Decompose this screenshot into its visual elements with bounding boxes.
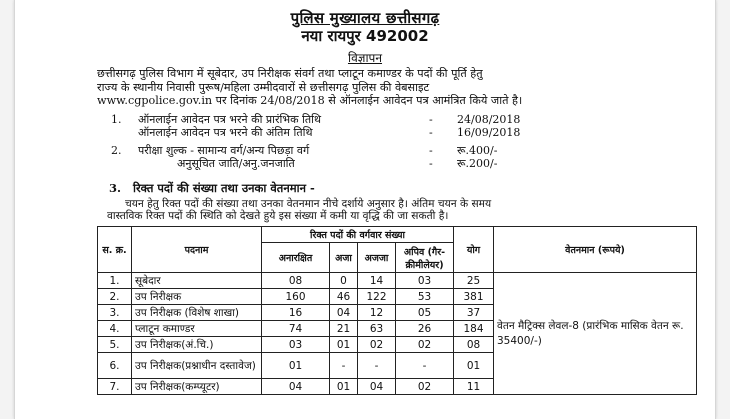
cell-sno: 5.	[98, 337, 132, 353]
header-sno: स. क्र.	[98, 227, 132, 273]
cell-post: सूबेदार	[132, 273, 262, 289]
item-value: रू.400/-	[457, 144, 498, 157]
section-heading	[109, 181, 315, 196]
item-label: परीक्षा शुल्क - सामान्य वर्ग/अन्य पिछड़ा वर्ग	[138, 144, 310, 157]
cell-sno: 2.	[98, 289, 132, 305]
item-dash: -	[429, 156, 433, 170]
cell-pay-scale: वेतन मैट्रिक्स लेवल-8 (प्रारंभिक मासिक वेतन रू. 35400/-)	[494, 273, 697, 395]
cell-sc: 21	[330, 321, 358, 337]
section-title: रिक्त पदों की संख्या तथा उनका वेतनमान -	[133, 181, 315, 195]
item-value: रू.200/-	[457, 156, 498, 170]
header-obc: अपिव (गैर- क्रीमीलेयर)	[396, 243, 454, 273]
cell-sc: 01	[330, 337, 358, 353]
cell-unreserved: 16	[262, 305, 330, 321]
cell-st: 63	[358, 321, 396, 337]
section-number: 3.	[109, 181, 122, 195]
intro-line: www.cgpolice.gov.in पर दिनांक 24/08/2018 से ऑनलाईन आवेदन पत्र आमंत्रित किये जाते है।	[97, 94, 523, 107]
cell-obc: 53	[396, 289, 454, 305]
section-line: वास्तविक रिक्त पदों की स्थिति को देखते हुये इस संख्या में कमी या वृद्धि की जा सकती है।	[107, 210, 449, 222]
cell-unreserved: 03	[262, 337, 330, 353]
header-address: नया रायपुर 492002	[301, 27, 429, 45]
cell-unreserved: 01	[262, 353, 330, 379]
item-label: ऑनलाईन आवेदन पत्र भरने की प्रारंभिक तिथि	[138, 113, 322, 126]
cell-unreserved: 74	[262, 321, 330, 337]
header-category-group: रिक्त पदों की वर्गवार संख्या	[262, 227, 454, 243]
header-post: पदनाम	[132, 227, 262, 273]
header-unreserved: अनारक्षित	[262, 243, 330, 273]
item-label: ऑनलाईन आवेदन पत्र भरने की अंतिम तिथि	[138, 125, 313, 139]
cell-obc: 05	[396, 305, 454, 321]
cell-total: 37	[454, 305, 494, 321]
cell-st: 12	[358, 305, 396, 321]
cell-st: -	[358, 353, 396, 379]
section-line: चयन हेतु रिक्त पदों की संख्या तथा उनका वेतनमान नीचे दर्शाये अनुसार है। अंतिम चयन के समय	[125, 198, 492, 210]
cell-post: उप निरीक्षक (विशेष शाखा)	[132, 305, 262, 321]
intro-line: छत्तीसगढ़ पुलिस विभाग में सूबेदार, उप निरीक्षक संवर्ग तथा प्लाटून कमाण्डर के पदों की पूर्ति हेतु	[97, 67, 483, 80]
vacancy-table	[97, 226, 697, 395]
cell-sc: 04	[330, 305, 358, 321]
item-value: 24/08/2018	[457, 113, 521, 126]
cell-post: उप निरीक्षक(कम्प्यूटर)	[132, 379, 262, 395]
cell-sno: 7.	[98, 379, 132, 395]
cell-total: 381	[454, 289, 494, 305]
cell-obc: 26	[396, 321, 454, 337]
item-dash: -	[429, 125, 433, 139]
cell-post: उप निरीक्षक(अं.चि.)	[132, 337, 262, 353]
item-label: अनुसूचित जाति/अनु.जनजाति	[177, 156, 295, 170]
cell-total: 184	[454, 321, 494, 337]
item-number: 1.	[111, 113, 122, 126]
table-header-row	[98, 227, 697, 243]
cell-sc: -	[330, 353, 358, 379]
cell-st: 14	[358, 273, 396, 289]
cell-sno: 4.	[98, 321, 132, 337]
header-office-name: पुलिस मुख्यालय छत्तीसगढ़	[290, 9, 440, 27]
item-dash: -	[429, 113, 433, 126]
intro-paragraph	[97, 67, 697, 108]
cell-obc: 02	[396, 379, 454, 395]
cell-sc: 01	[330, 379, 358, 395]
header-sc: अजा	[330, 243, 358, 273]
cell-sc: 46	[330, 289, 358, 305]
cell-obc: 03	[396, 273, 454, 289]
section-paragraph	[107, 198, 685, 222]
intro-line: राज्य के स्थानीय निवासी पुरूष/महिला उम्मीदवारों से छत्तीसगढ़ पुलिस की वेबसाइट	[97, 80, 430, 94]
header-total: योग	[454, 227, 494, 273]
item-number: 2.	[111, 144, 122, 157]
cell-unreserved: 08	[262, 273, 330, 289]
cell-post: उप निरीक्षक(प्रश्नाधीन दस्तावेज)	[132, 353, 262, 379]
cell-total: 11	[454, 379, 494, 395]
cell-obc: 02	[396, 337, 454, 353]
header-pay: वेतनमान (रूपये)	[494, 227, 697, 273]
cell-sno: 6.	[98, 353, 132, 379]
cell-sno: 1.	[98, 273, 132, 289]
cell-st: 04	[358, 379, 396, 395]
table-row	[98, 273, 697, 289]
cell-st: 122	[358, 289, 396, 305]
cell-total: 25	[454, 273, 494, 289]
document-page	[14, 0, 716, 419]
cell-post: प्लाटून कमाण्डर	[132, 321, 262, 337]
cell-sno: 3.	[98, 305, 132, 321]
cell-unreserved: 04	[262, 379, 330, 395]
cell-sc: 0	[330, 273, 358, 289]
cell-obc: -	[396, 353, 454, 379]
cell-st: 02	[358, 337, 396, 353]
item-dash: -	[429, 144, 433, 157]
notice-title: विज्ञापन	[347, 51, 383, 65]
cell-total: 01	[454, 353, 494, 379]
cell-post: उप निरीक्षक	[132, 289, 262, 305]
item-value: 16/09/2018	[457, 125, 521, 139]
header-st: अजजा	[358, 243, 396, 273]
cell-unreserved: 160	[262, 289, 330, 305]
cell-total: 08	[454, 337, 494, 353]
